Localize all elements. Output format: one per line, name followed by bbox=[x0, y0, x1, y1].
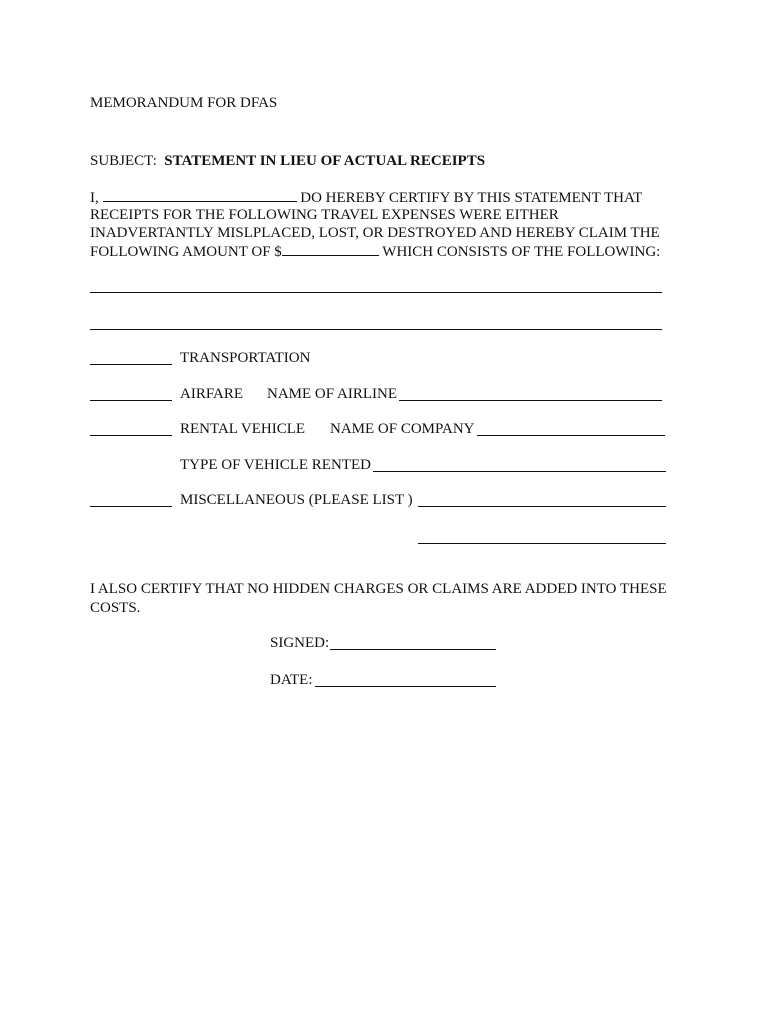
miscellaneous-list-field-1[interactable] bbox=[418, 506, 666, 507]
certification-line-2: RECEIPTS FOR THE FOLLOWING TRAVEL EXPENSES WERE EITHER bbox=[90, 207, 559, 223]
rental-vehicle-label: RENTAL VEHICLE bbox=[180, 421, 306, 437]
miscellaneous-label: MISCELLANEOUS (PLEASE LIST ) bbox=[180, 492, 413, 508]
consists-text: WHICH CONSISTS OF THE FOLLOWING: bbox=[382, 244, 661, 260]
date-field[interactable] bbox=[315, 686, 496, 687]
certification-line-4 bbox=[90, 242, 660, 261]
certification-line-3: INADVERTANTLY MISLPLACED, LOST, OR DESTROYED AND HEREBY CLAIM THE bbox=[90, 225, 660, 241]
subject-title: STATEMENT IN LIEU OF ACTUAL RECEIPTS bbox=[164, 153, 486, 169]
miscellaneous-amount-field[interactable] bbox=[90, 506, 172, 507]
airfare-amount-field[interactable] bbox=[90, 400, 172, 401]
vehicle-type-label: TYPE OF VEHICLE RENTED bbox=[180, 457, 371, 473]
miscellaneous-list-field-2[interactable] bbox=[418, 543, 666, 544]
transportation-label: TRANSPORTATION bbox=[180, 350, 311, 366]
certify-prefix: I, bbox=[90, 190, 99, 206]
expense-description-line-1[interactable] bbox=[90, 292, 662, 293]
airline-name-field[interactable] bbox=[399, 400, 662, 401]
expense-description-line-2[interactable] bbox=[90, 329, 662, 330]
subject-label: SUBJECT: bbox=[90, 153, 157, 169]
certification-line-1 bbox=[90, 188, 642, 207]
amount-field[interactable] bbox=[282, 242, 379, 256]
amount-label: FOLLOWING AMOUNT OF $ bbox=[90, 244, 282, 260]
airfare-label: AIRFARE bbox=[180, 386, 244, 402]
memo-recipient: MEMORANDUM FOR DFAS bbox=[90, 95, 278, 111]
airline-name-label: NAME OF AIRLINE bbox=[267, 386, 397, 402]
certifier-name-field[interactable] bbox=[103, 188, 297, 202]
signature-field[interactable] bbox=[330, 649, 496, 650]
subject-line bbox=[90, 152, 485, 170]
closing-statement-line-1: I ALSO CERTIFY THAT NO HIDDEN CHARGES OR CLAIMS ARE ADDED INTO THESE bbox=[90, 581, 667, 597]
vehicle-type-field[interactable] bbox=[373, 471, 666, 472]
closing-statement-line-2: COSTS. bbox=[90, 600, 141, 616]
company-name-label: NAME OF COMPANY bbox=[330, 421, 475, 437]
rental-vehicle-amount-field[interactable] bbox=[90, 435, 172, 436]
signed-label: SIGNED: bbox=[270, 635, 330, 651]
transportation-amount-field[interactable] bbox=[90, 364, 172, 365]
date-label: DATE: bbox=[270, 672, 313, 688]
certify-text-1: DO HEREBY CERTIFY BY THIS STATEMENT THAT bbox=[300, 190, 643, 206]
company-name-field[interactable] bbox=[477, 435, 665, 436]
